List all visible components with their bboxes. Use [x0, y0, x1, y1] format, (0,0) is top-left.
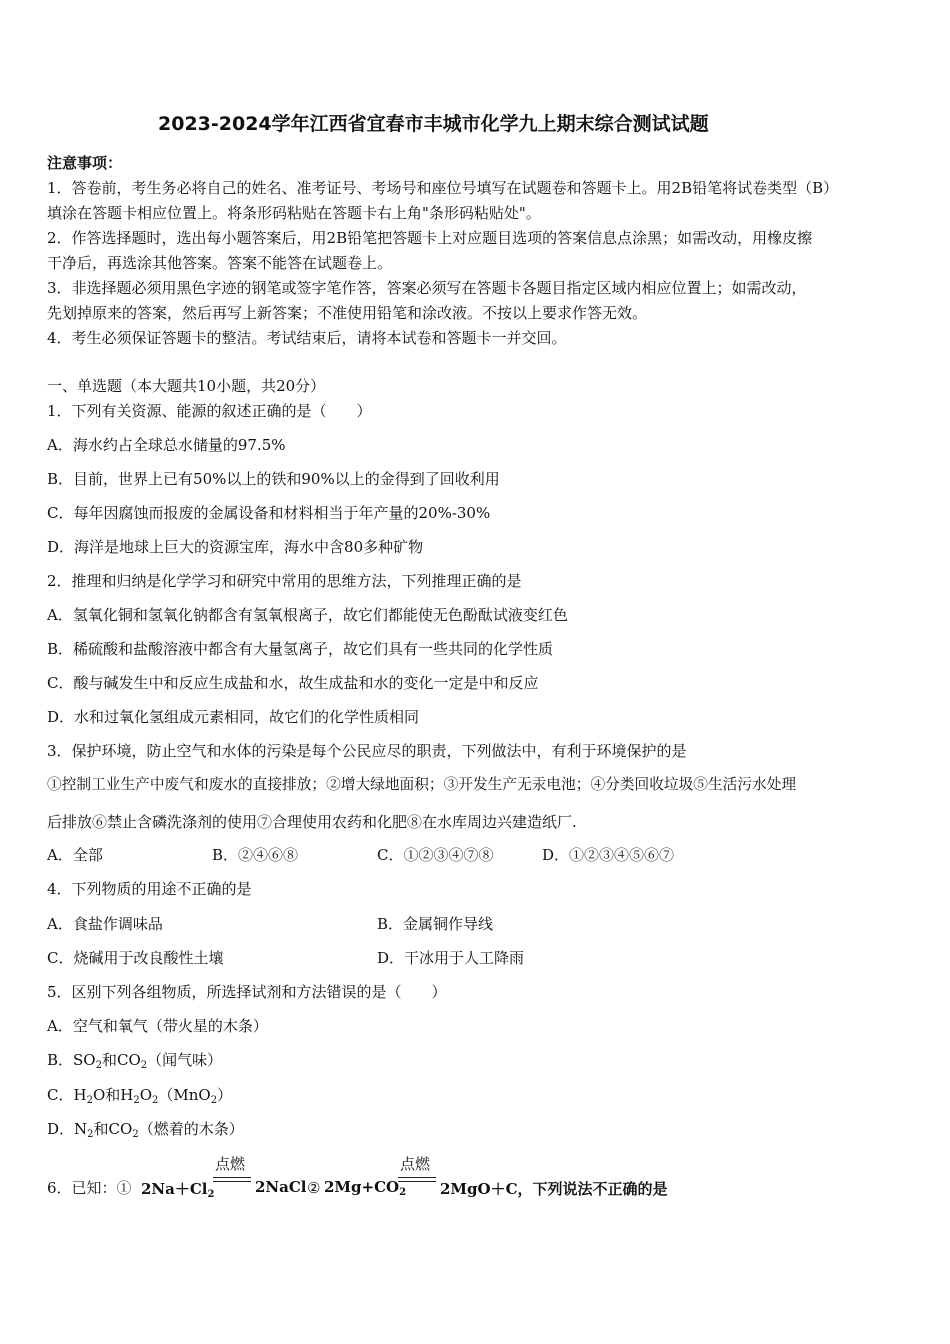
q6-condition-2: 点燃 [400, 1155, 431, 1173]
notice-line: 3．非选择题必须用黑色字迹的钢笔或签字笔作答，答案必须写在答题卡各题目指定区域内相应位置上；如需改动， [47, 279, 807, 297]
q4-option-a: A．食盐作调味品 [47, 915, 163, 933]
q3-option-a: A．全部 [47, 846, 103, 864]
q1-option-b: B．目前，世界上已有50%以上的铁和90%以上的金得到了回收利用 [47, 470, 500, 488]
q5-c-text: O和H [92, 1086, 134, 1104]
q5-c-text: O [139, 1086, 153, 1104]
q5-b-text: （闻气味） [147, 1051, 223, 1069]
q6-r1-subscript: 2 [207, 1189, 215, 1200]
q4-option-d: D．干冰用于人工降雨 [377, 949, 525, 967]
notice-line: 干净后，再选涂其他答案。答案不能答在试题卷上。 [47, 254, 393, 272]
q6-condition-1: 点燃 [215, 1155, 246, 1173]
q3-option-c: C．①②③④⑦⑧ [377, 846, 494, 864]
q6-r2-left-text: 2Mg+CO [324, 1178, 400, 1196]
q5-c-text: ） [217, 1086, 233, 1104]
q5-c-subscript: 2 [152, 1095, 159, 1106]
q4-option-c: C．烧碱用于改良酸性土壤 [47, 949, 224, 967]
notice-line: 4．考生必须保证答题卡的整洁。考试结束后，请将本试卷和答题卡一并交回。 [47, 329, 567, 347]
q5-d-text: （燃着的木条） [138, 1120, 244, 1138]
q5-d-text: 和CO [93, 1120, 133, 1138]
section-heading: 一、单选题（本大题共10小题，共20分） [47, 377, 326, 395]
q2-option-a: A．氢氧化铜和氢氧化钠都含有氢氧根离子，故它们都能使无色酚酞试液变红色 [47, 606, 568, 624]
notice-line: 1．答卷前，考生务必将自己的姓名、准考证号、考场号和座位号填写在试题卷和答题卡上。用2B铅笔将试卷类型（B） [47, 179, 839, 197]
q4-option-b: B．金属铜作导线 [377, 915, 494, 933]
q3-option-d: D．①②③④⑤⑥⑦ [542, 846, 675, 864]
q5-c-text: （MnO [158, 1086, 211, 1104]
q5-d-subscript: 2 [87, 1129, 94, 1140]
q5-d-text: D．N [47, 1120, 88, 1138]
notice-line: 2．作答选择题时，选出每小题答案后，用2B铅笔把答题卡上对应题目选项的答案信息点涂黑；如需改动，用橡皮擦 [47, 229, 813, 247]
q1-stem: 1．下列有关资源、能源的叙述正确的是（ ） [47, 402, 372, 420]
q6-equals-sign-2 [398, 1177, 436, 1182]
q3-measures-line1: ①控制工业生产中废气和废水的直接排放；②增大绿地面积；③开发生产无汞电池；④分类回收垃圾⑤生活污水处理 [47, 776, 797, 793]
q3-stem: 3．保护环境，防止空气和水体的污染是每个公民应尽的职责，下列做法中，有利于环境保护的是 [47, 742, 687, 760]
q5-d-subscript: 2 [132, 1129, 139, 1140]
q6-r1-left-text: 2Na＋Cl [141, 1180, 208, 1198]
q6-reaction2-right: 2MgO＋C，下列说法不正确的是 [440, 1180, 668, 1198]
q6-prefix: 6．已知：① [47, 1179, 132, 1197]
q2-option-c: C．酸与碱发生中和反应生成盐和水，故生成盐和水的变化一定是中和反应 [47, 674, 539, 692]
q3-measures-line2: 后排放⑥禁止含磷洗涤剂的使用⑦合理使用农药和化肥⑧在水库周边兴建造纸厂. [47, 813, 577, 831]
q5-b-subscript: 2 [95, 1060, 102, 1071]
notice-line: 先划掉原来的答案，然后再写上新答案；不准使用铅笔和涂改液。不按以上要求作答无效。 [47, 304, 648, 322]
q1-option-d: D．海洋是地球上巨大的资源宝库，海水中含80多种矿物 [47, 538, 424, 556]
q5-c-subscript: 2 [210, 1095, 218, 1106]
q1-option-a: A．海水约占全球总水储量的97.5% [47, 436, 286, 454]
q2-option-d: D．水和过氧化氢组成元素相同，故它们的化学性质相同 [47, 708, 420, 726]
q6-reaction1-left [141, 1178, 214, 1200]
q5-option-b [47, 1050, 222, 1076]
q4-stem: 4．下列物质的用途不正确的是 [47, 880, 252, 898]
q5-b-subscript: 2 [140, 1060, 148, 1071]
q5-c-subscript: 2 [133, 1095, 140, 1106]
notice-line: 填涂在答题卡相应位置上。将条形码粘贴在答题卡右上角"条形码粘贴处"。 [47, 204, 541, 222]
q5-option-d [47, 1119, 244, 1145]
q5-option-c [47, 1085, 232, 1111]
q1-option-c: C．每年因腐蚀而报废的金属设备和材料相当于年产量的20%-30% [47, 504, 491, 522]
q5-b-text: 和CO [101, 1051, 141, 1069]
q6-equals-sign-1 [213, 1177, 251, 1182]
q6-reaction1-right: 2NaCl [255, 1178, 307, 1196]
q3-option-b: B．②④⑥⑧ [212, 846, 299, 864]
notice-heading: 注意事项： [47, 154, 123, 172]
q6-reaction2-left [324, 1178, 406, 1198]
q6-reaction2-number: ② [307, 1179, 321, 1197]
q5-c-subscript: 2 [86, 1095, 93, 1106]
page-title: 2023-2024学年江西省宜春市丰城市化学九上期末综合测试试题 [158, 113, 709, 135]
q5-c-text: C．H [47, 1086, 87, 1104]
q5-stem: 5．区别下列各组物质，所选择试剂和方法错误的是（ ） [47, 983, 447, 1001]
q5-option-a: A．空气和氧气（带火星的木条） [47, 1017, 268, 1035]
q2-option-b: B．稀硫酸和盐酸溶液中都含有大量氢离子，故它们具有一些共同的化学性质 [47, 640, 554, 658]
q5-b-text: B．SO [47, 1051, 96, 1069]
q6-r2-subscript: 2 [399, 1187, 407, 1198]
q2-stem: 2．推理和归纳是化学学习和研究中常用的思维方法，下列推理正确的是 [47, 572, 522, 590]
